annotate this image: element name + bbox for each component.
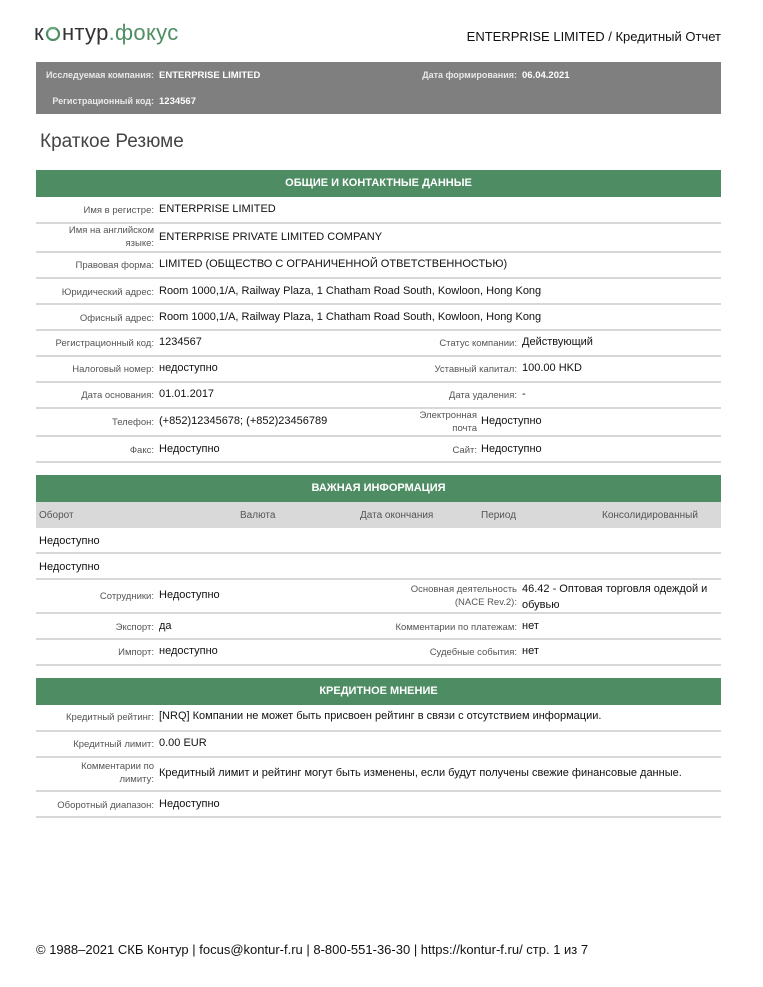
turnover-range-label: Оборотный диапазон: <box>57 800 154 811</box>
register-name-label: Имя в регистре: <box>83 205 154 216</box>
page-footer: © 1988–2021 СКБ Контур | focus@kontur-f.ru | 8-800-551-36-30 | https://kontur-f.ru/ стр. 1 из 7 <box>36 942 589 957</box>
comments-label-line1: Комментарии по <box>81 761 154 772</box>
general-section-header: ОБЩИЕ И КОНТАКТНЫЕ ДАННЫЕ <box>36 170 721 197</box>
col-period: Период <box>481 510 517 521</box>
office-address-value: Room 1000,1/A, Railway Plaza, 1 Chatham Road South, Kowloon, Hong Kong <box>159 311 542 323</box>
court-value: нет <box>522 645 539 657</box>
export-value: да <box>159 620 172 632</box>
table-cell-turnover: Недоступно <box>39 535 100 547</box>
legal-form-label: Правовая форма: <box>75 260 154 271</box>
logo-dot: . <box>108 20 116 45</box>
activity-value-line1: 46.42 - Оптовая торговля одеждой и <box>522 583 708 595</box>
email-label-line2: почта <box>452 423 477 434</box>
site-value: Недоступно <box>481 443 542 455</box>
company-label: Исследуемая компания: <box>45 70 154 80</box>
deleted-value: - <box>522 388 526 400</box>
col-end-date: Дата окончания <box>360 510 434 521</box>
export-label: Экспорт: <box>115 622 154 633</box>
fax-value: Недоступно <box>159 443 220 455</box>
capital-label: Уставный капитал: <box>434 364 517 375</box>
email-label <box>380 409 477 435</box>
company-value: ENTERPRISE LIMITED <box>159 70 261 81</box>
english-name-label <box>36 224 154 250</box>
comments-label-line2: лимиту: <box>119 774 154 785</box>
cloud-logo-icon <box>45 26 61 41</box>
register-name-value: ENTERPRISE LIMITED <box>159 203 276 215</box>
important-section-header: ВАЖНАЯ ИНФОРМАЦИЯ <box>36 475 721 502</box>
reg-code-label: Регистрационный код: <box>52 96 154 106</box>
activity-value <box>522 581 707 613</box>
credit-section-header: КРЕДИТНОЕ МНЕНИЕ <box>36 678 721 705</box>
table-cell-turnover: Недоступно <box>39 561 100 573</box>
english-name-label-line1: Имя на английском <box>68 225 154 236</box>
capital-value: 100.00 HKD <box>522 362 582 374</box>
english-name-value: ENTERPRISE PRIVATE LIMITED COMPANY <box>159 231 383 243</box>
comments-value: Кредитный лимит и рейтинг могут быть изменены, если будут получены свежие финансовые данные. <box>159 767 682 779</box>
import-value: недоступно <box>159 645 218 657</box>
logo-text-3: фокус <box>115 20 179 45</box>
court-label: Судебные события: <box>429 647 517 658</box>
status-value: Действующий <box>522 336 593 348</box>
rating-label: Кредитный рейтинг: <box>66 712 154 723</box>
founded-label: Дата основания: <box>81 390 154 401</box>
fax-label: Факс: <box>129 445 154 456</box>
office-address-label: Офисный адрес: <box>79 313 154 324</box>
kontur-focus-logo <box>34 20 179 46</box>
legal-form-value: LIMITED (ОБЩЕСТВО С ОГРАНИЧЕННОЙ ОТВЕТСТВЕННОСТЬЮ) <box>159 258 508 270</box>
table-row <box>36 528 721 554</box>
date-value: 06.04.2021 <box>522 70 570 81</box>
logo-text-1: к <box>34 20 44 45</box>
import-label: Импорт: <box>118 647 154 658</box>
turnover-range-value: Недоступно <box>159 798 220 810</box>
col-turnover: Оборот <box>39 510 74 521</box>
table-row <box>36 554 721 580</box>
phone-label: Телефон: <box>111 417 154 428</box>
logo-text-2: нтур <box>61 20 109 45</box>
english-name-label-line2: языке: <box>125 238 154 249</box>
status-label: Статус компании: <box>439 338 517 349</box>
reg-code-row-value: 1234567 <box>159 336 202 348</box>
email-label-line1: Электронная <box>419 410 477 421</box>
col-consolidated: Консолидированный <box>602 510 698 521</box>
date-label: Дата формирования: <box>422 70 517 80</box>
activity-label-line1: Основная деятельность <box>410 584 517 595</box>
deleted-label: Дата удаления: <box>448 390 517 401</box>
reg-code-row-label: Регистрационный код: <box>55 338 154 349</box>
email-value: Недоступно <box>481 415 542 427</box>
activity-label-line2: (NACE Rev.2): <box>454 597 517 608</box>
founded-value: 01.01.2017 <box>159 388 215 400</box>
phone-value: (+852)12345678; (+852)23456789 <box>159 415 328 427</box>
legal-address-label: Юридический адрес: <box>61 287 154 298</box>
activity-value-line2: обувью <box>522 599 560 611</box>
activity-label <box>380 583 517 609</box>
reg-code-value: 1234567 <box>159 96 196 107</box>
tax-value: недоступно <box>159 362 218 374</box>
legal-address-value: Room 1000,1/A, Railway Plaza, 1 Chatham Road South, Kowloon, Hong Kong <box>159 285 542 297</box>
employees-value: Недоступно <box>159 589 220 601</box>
employees-label: Сотрудники: <box>99 591 154 602</box>
tax-label: Налоговый номер: <box>72 364 154 375</box>
payments-label: Комментарии по платежам: <box>395 622 517 633</box>
col-currency: Валюта <box>240 510 276 521</box>
comments-label <box>36 760 154 786</box>
report-title: ENTERPRISE LIMITED / Кредитный Отчет <box>466 29 721 44</box>
limit-label: Кредитный лимит: <box>73 739 154 750</box>
rating-value: [NRQ] Компании не может быть присвоен рейтинг в связи с отсутствием информации. <box>159 710 602 722</box>
summary-title: Краткое Резюме <box>40 131 184 152</box>
site-label: Сайт: <box>452 445 477 456</box>
limit-value: 0.00 EUR <box>159 737 207 749</box>
payments-value: нет <box>522 620 539 632</box>
